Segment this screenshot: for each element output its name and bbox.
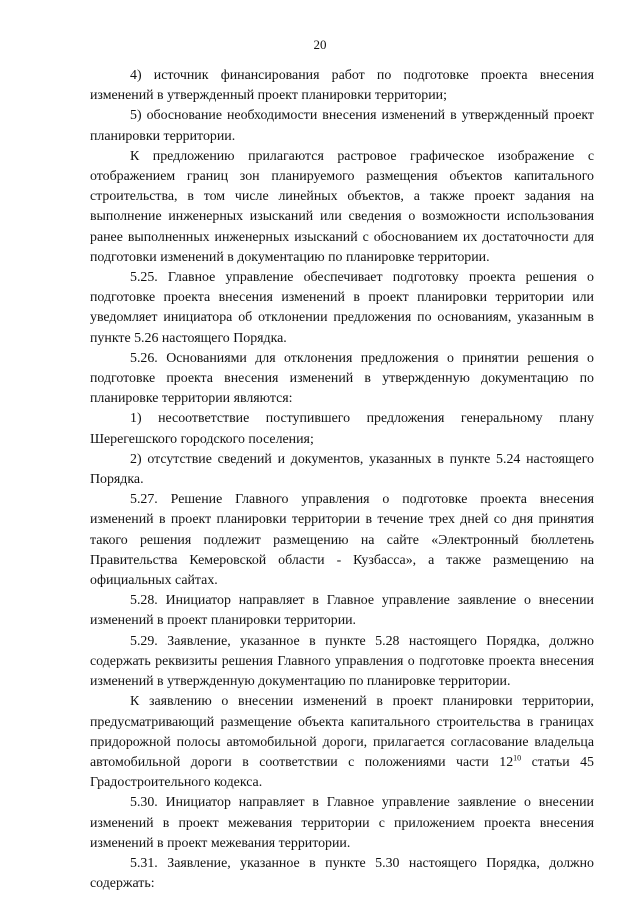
paragraph-5-25: 5.25. Главное управление обеспечивает подготовку проекта решения о подготовке проекта внесения изменений в проект планировки территории или уведомляет инициатора об отклонении предложения по основаниям, указанным в пункте 5.26 настоящего Порядка. xyxy=(90,270,594,346)
highway-superscript: 10 xyxy=(513,753,522,763)
paragraph-reason-2: 2) отсутствие сведений и документов, указанных в пункте 5.24 настоящего Порядка. xyxy=(90,451,594,488)
paragraph-highway-approval xyxy=(90,692,594,793)
paragraph-5-28: 5.28. Инициатор направляет в Главное управление заявление о внесении изменений в проект планировки территории. xyxy=(90,593,594,629)
paragraph-item-4: 4) источник финансирования работ по подготовке проекта внесения изменений в утвержденный проект планировки территории; xyxy=(90,68,594,104)
page-number: 20 xyxy=(313,37,327,52)
paragraph-5-26: 5.26. Основаниями для отклонения предложения о принятии решения о подготовке проекта внесения изменений в утвержденную документацию по планировке территории являются: xyxy=(90,350,594,407)
highway-text-before: К заявлению о внесении изменений в проект планировки территории, предусматривающий размещение объекта капитального строительства в границах придорожной полосы автомобильной дороги, прилагается согласование владельца автомобильной дороги в соответствии с положениями части 12 xyxy=(90,694,594,770)
paragraph-item-5: 5) обоснование необходимости внесения изменений в утвержденный проект планировки территории. xyxy=(90,108,594,144)
paragraph-5-31: 5.31. Заявление, указанное в пункте 5.30 настоящего Порядка, должно содержать: xyxy=(90,855,594,892)
highway-text-after: статьи 45 Градостроительного кодекса. xyxy=(90,754,594,791)
paragraph-5-27: 5.27. Решение Главного управления о подготовке проекта внесения изменений в проект планировки территории в течение трех дней со дня принятия такого решения подлежит размещению на сайте «Электронный бюллетень Правительства Кемеровской области - Кузбасса», а также размещению на официальных сайтах. xyxy=(90,492,594,589)
document-body xyxy=(90,66,594,894)
paragraph-5-29: 5.29. Заявление, указанное в пункте 5.28 настоящего Порядка, должно содержать реквизиты решения Главного управления о подготовке проекта внесения изменений в утвержденную документацию по планировке территории. xyxy=(90,633,594,690)
paragraph-reason-1: 1) несоответствие поступившего предложения генеральному плану Шерегешского городского поселения; xyxy=(90,411,594,447)
paragraph-attachments: К предложению прилагаются растровое графическое изображение с отображением границ зон планируемого размещения объектов капитального строительства, в том числе линейных объектов, а также проект задания на выполнение инженерных изысканий или сведения о возможности использования ранее выполненных инженерных изысканий с обоснованием их достаточности для подготовки изменений в документацию по планировке территории. xyxy=(90,148,594,265)
paragraph-5-30: 5.30. Инициатор направляет в Главное управление заявление о внесении изменений в проект межевания территории с приложением проекта внесения изменений в проект межевания территории. xyxy=(90,795,594,851)
